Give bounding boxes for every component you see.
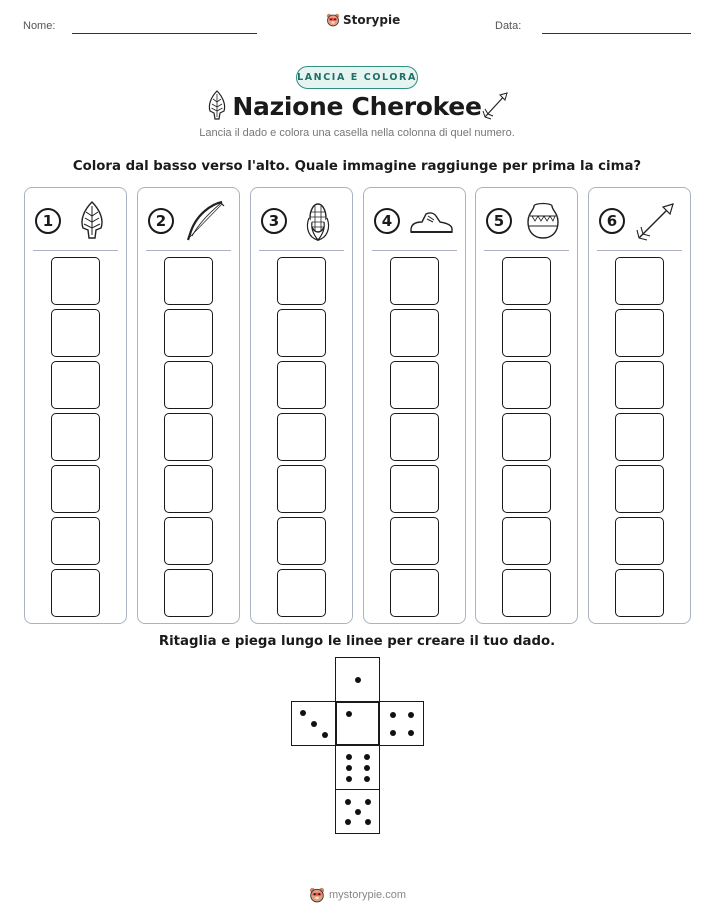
die-face-5: [335, 789, 380, 834]
arrow-icon: [481, 89, 511, 121]
pip: [390, 730, 396, 736]
pip: [355, 809, 361, 815]
column-divider: [372, 250, 457, 251]
column-number: 6: [599, 208, 625, 234]
footer: [309, 887, 406, 903]
color-cell[interactable]: [164, 309, 213, 357]
color-cell[interactable]: [502, 517, 551, 565]
color-cell[interactable]: [615, 309, 664, 357]
color-cell[interactable]: [51, 465, 100, 513]
color-cell[interactable]: [390, 517, 439, 565]
color-cell[interactable]: [164, 465, 213, 513]
color-cell[interactable]: [502, 257, 551, 305]
column-3: [250, 187, 353, 624]
color-cell[interactable]: [277, 569, 326, 617]
color-cell[interactable]: [502, 361, 551, 409]
subtitle: Lancia il dado e colora una casella nella colonna di quel numero.: [199, 127, 515, 139]
pip: [364, 754, 370, 760]
page-title: Nazione Cherokee: [232, 92, 482, 121]
column-6: [588, 187, 691, 624]
color-cell[interactable]: [502, 465, 551, 513]
cut-instruction: Ritaglia e piega lungo le linee per creare il tuo dado.: [158, 634, 556, 649]
pip: [346, 754, 352, 760]
pip: [390, 712, 396, 718]
color-cell[interactable]: [615, 413, 664, 461]
pip: [346, 776, 352, 782]
color-cell[interactable]: [51, 257, 100, 305]
color-cell[interactable]: [51, 361, 100, 409]
die-face-1-center: [335, 701, 380, 746]
color-cell[interactable]: [277, 517, 326, 565]
color-cell[interactable]: [615, 465, 664, 513]
footer-url[interactable]: mystorypie.com: [329, 889, 407, 901]
date-field-line[interactable]: [542, 33, 691, 34]
bear-mascot-icon: [309, 887, 325, 903]
bear-mascot-icon: [326, 13, 340, 27]
pip: [346, 711, 352, 717]
column-number: 3: [261, 208, 287, 234]
column-number: 4: [374, 208, 400, 234]
corn-icon: [295, 198, 341, 244]
column-divider: [259, 250, 344, 251]
color-cell[interactable]: [164, 569, 213, 617]
column-1: [24, 187, 127, 624]
pip: [346, 765, 352, 771]
moccasin-icon: [408, 198, 454, 244]
color-cell[interactable]: [502, 569, 551, 617]
color-cell[interactable]: [164, 517, 213, 565]
date-label: Data:: [495, 20, 522, 32]
color-cell[interactable]: [390, 413, 439, 461]
pip: [408, 730, 414, 736]
activity-badge: LANCIA E COLORA: [296, 66, 418, 89]
pip: [311, 721, 317, 727]
color-cell[interactable]: [615, 361, 664, 409]
arrowhead-icon: [69, 198, 115, 244]
pip: [345, 799, 351, 805]
name-label: Nome:: [23, 20, 56, 32]
color-cell[interactable]: [615, 517, 664, 565]
instruction: Colora dal basso verso l'alto. Quale immagine raggiunge per prima la cima?: [72, 159, 642, 174]
color-cell[interactable]: [390, 309, 439, 357]
color-cell[interactable]: [502, 413, 551, 461]
color-cell[interactable]: [277, 361, 326, 409]
column-5: [475, 187, 578, 624]
pip: [364, 765, 370, 771]
column-divider: [146, 250, 231, 251]
column-number: 5: [486, 208, 512, 234]
color-cell[interactable]: [51, 569, 100, 617]
pip: [364, 776, 370, 782]
column-number: 1: [35, 208, 61, 234]
color-cell[interactable]: [615, 257, 664, 305]
color-cell[interactable]: [51, 413, 100, 461]
bow-icon: [182, 198, 228, 244]
color-cell[interactable]: [164, 361, 213, 409]
color-cell[interactable]: [277, 309, 326, 357]
color-cell[interactable]: [51, 517, 100, 565]
pip: [355, 677, 361, 683]
pip: [408, 712, 414, 718]
pip: [300, 710, 306, 716]
color-cell[interactable]: [51, 309, 100, 357]
color-cell[interactable]: [390, 465, 439, 513]
column-4: [363, 187, 466, 624]
arrow-icon: [633, 198, 679, 244]
column-divider: [33, 250, 118, 251]
color-cell[interactable]: [164, 413, 213, 461]
pottery-icon: [520, 198, 566, 244]
pip: [322, 732, 328, 738]
pip: [345, 819, 351, 825]
color-cell[interactable]: [277, 413, 326, 461]
color-cell[interactable]: [277, 257, 326, 305]
color-cell[interactable]: [164, 257, 213, 305]
brand-name: Storypie: [343, 13, 401, 27]
color-cell[interactable]: [615, 569, 664, 617]
die-face-4: [379, 701, 424, 746]
die-face-1: [335, 657, 380, 702]
brand-logo: [326, 13, 400, 27]
color-cell[interactable]: [502, 309, 551, 357]
pip: [365, 819, 371, 825]
die-face-6: [335, 745, 380, 790]
column-divider: [484, 250, 569, 251]
column-number: 2: [148, 208, 174, 234]
die-face-3: [291, 701, 336, 746]
color-cell[interactable]: [390, 361, 439, 409]
color-cell[interactable]: [277, 465, 326, 513]
column-divider: [597, 250, 682, 251]
column-2: [137, 187, 240, 624]
color-cell[interactable]: [390, 569, 439, 617]
pip: [365, 799, 371, 805]
color-cell[interactable]: [390, 257, 439, 305]
name-field-line[interactable]: [72, 33, 257, 34]
